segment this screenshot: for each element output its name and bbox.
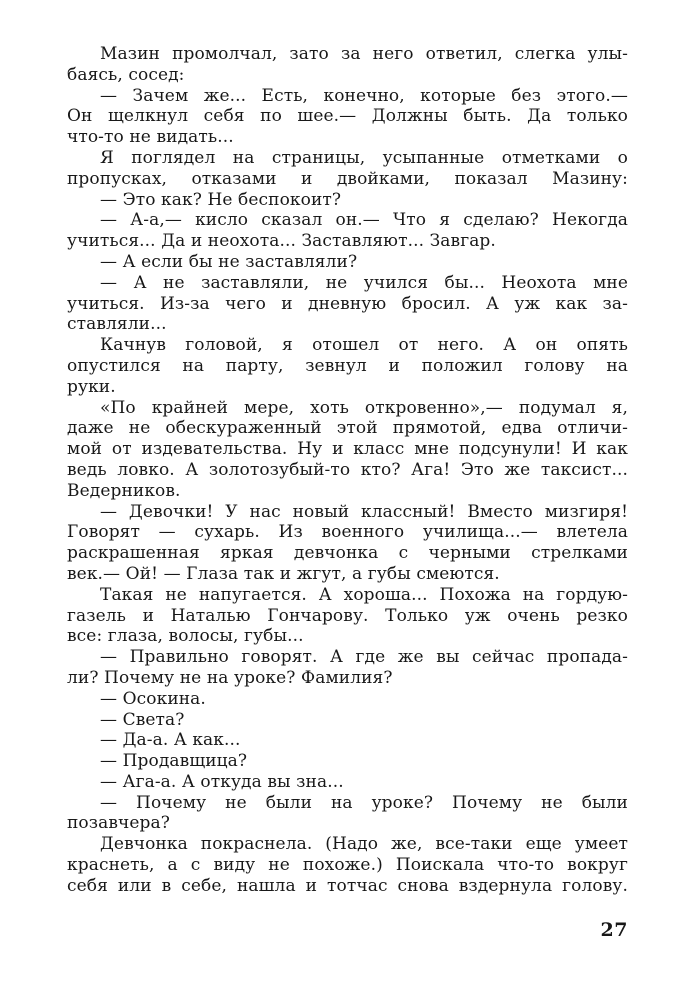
text-line: пропусках, отказами и двойками, показал Мазину: <box>67 168 628 189</box>
text-line: — Девочки! У нас новый классный! Вместо мизгиря! <box>100 501 628 522</box>
text-line: учиться... Да и неохота... Заставляют... Завгар. <box>67 231 496 252</box>
text-line: — Зачем же... Есть, конечно, которые без этого.— <box>100 85 628 106</box>
text-line: учиться. Из-за чего и дневную бросил. А уж как за- <box>67 293 628 314</box>
text-line: ставляли... <box>67 314 167 335</box>
text-line: опустился на парту, зевнул и положил голову на <box>67 355 628 376</box>
text-line: Я поглядел на страницы, усыпанные отметками о <box>100 147 628 168</box>
text-line: позавчера? <box>67 813 170 834</box>
text-line: Ведерников. <box>67 480 181 501</box>
text-line: краснеть, а с виду не похоже.) Поискала что-то вокруг <box>67 855 628 876</box>
text-line: век.— Ой! — Глаза так и жгут, а губы смеются. <box>67 563 500 584</box>
text-line: — А если бы не заставляли? <box>100 251 358 272</box>
text-block <box>67 44 628 897</box>
text-line: — Продавщица? <box>100 751 248 772</box>
text-line: ли? Почему не на уроке? Фамилия? <box>67 667 393 688</box>
text-line: раскрашенная яркая девчонка с черными стрелками <box>67 543 628 564</box>
text-line: — Света? <box>100 709 185 730</box>
text-line: «По крайней мере, хоть откровенно»,— подумал я, <box>100 397 628 418</box>
text-line: — Осокина. <box>100 688 206 709</box>
text-line: — Почему не были на уроке? Почему не были <box>100 792 628 813</box>
text-line: что-то не видать... <box>67 127 234 148</box>
text-line: Девчонка покраснела. (Надо же, все-таки еще умеет <box>100 834 628 855</box>
text-line: мой от издевательства. Ну и класс мне подсунули! И как <box>67 439 628 460</box>
text-line: Говорят — сухарь. Из военного училища...— влетела <box>67 522 628 543</box>
text-line: — Ага-а. А откуда вы зна... <box>100 771 344 792</box>
text-line: даже не обескураженный этой прямотой, едва отличи- <box>67 418 628 439</box>
text-line: — Да-а. А как... <box>100 730 241 751</box>
text-line: газель и Наталью Гончарову. Только уж очень резко <box>67 605 628 626</box>
text-line: — А не заставляли, не учился бы... Неохота мне <box>100 272 628 293</box>
text-line: Мазин промолчал, зато за него ответил, слегка улы- <box>100 44 628 64</box>
page-number: 27 <box>600 919 628 941</box>
text-line: руки. <box>67 376 116 397</box>
text-line: все: глаза, волосы, губы... <box>67 626 304 647</box>
text-line: — Правильно говорят. А где же вы сейчас пропада- <box>100 647 628 668</box>
text-line: Качнув головой, я отошел от него. А он опять <box>100 335 628 356</box>
text-line: — Это как? Не беспокоит? <box>100 189 342 210</box>
text-line: Такая не напугается. А хороша... Похожа на гордую- <box>100 584 628 605</box>
text-line: себя или в себе, нашла и тотчас снова вздернула голову. <box>67 875 628 896</box>
text-line: — А-а,— кисло сказал он.— Что я сделаю? Некогда <box>100 210 628 231</box>
text-line: баясь, сосед: <box>67 64 185 85</box>
text-line: ведь ловко. А золотозубый-то кто? Ага! Это же таксист... <box>67 459 628 480</box>
text-line: Он щелкнул себя по шее.— Должны быть. Да только <box>67 106 628 127</box>
